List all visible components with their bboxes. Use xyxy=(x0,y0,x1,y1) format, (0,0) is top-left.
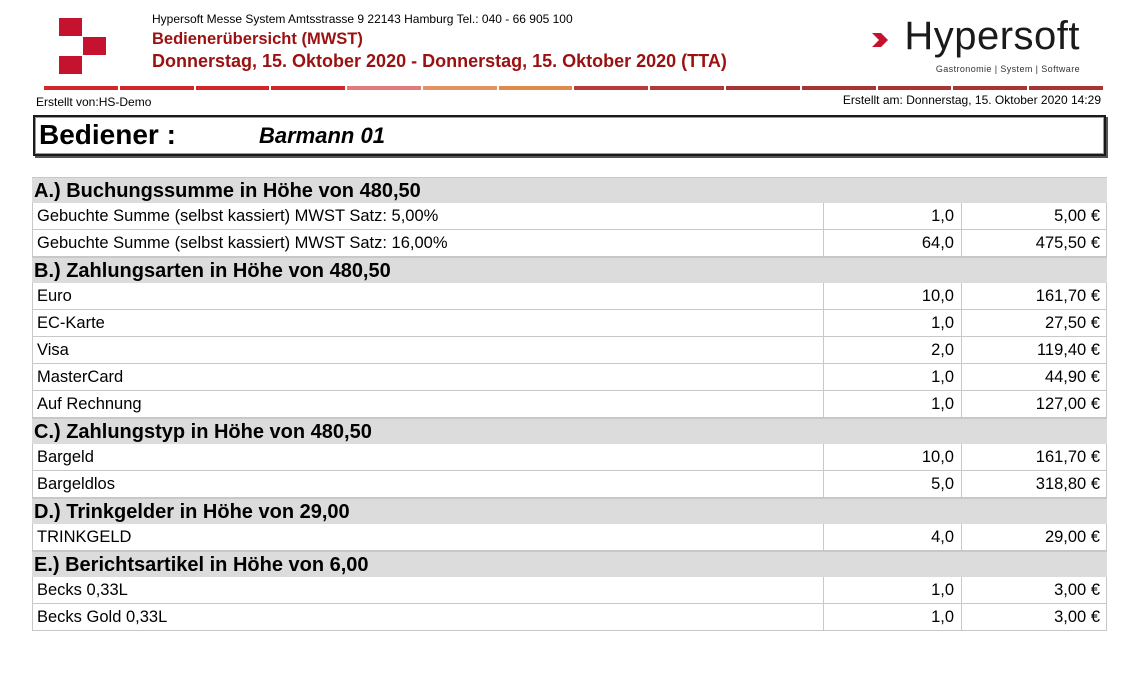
row-amount: 44,90 € xyxy=(962,364,1107,390)
row-quantity: 2,0 xyxy=(824,337,962,363)
arrow-icon xyxy=(870,30,890,50)
stripe-segment xyxy=(650,86,724,90)
row-label: EC-Karte xyxy=(32,310,824,336)
table-row xyxy=(32,471,1107,498)
row-label: TRINKGELD xyxy=(32,524,824,550)
hypersoft-squares-logo xyxy=(59,18,107,78)
row-quantity: 1,0 xyxy=(824,577,962,603)
report-header xyxy=(32,8,1100,92)
row-amount: 29,00 € xyxy=(962,524,1107,550)
brand-tagline: Gastronomie | System | Software xyxy=(935,64,1080,74)
report-period: Donnerstag, 15. Oktober 2020 - Donnerstag, 15. Oktober 2020 (TTA) xyxy=(152,51,727,71)
stripe-segment xyxy=(878,86,952,90)
row-label: Gebuchte Summe (selbst kassiert) MWST Satz: 16,00% xyxy=(32,230,824,256)
table-row xyxy=(32,230,1107,257)
stripe-segment xyxy=(347,86,421,90)
stripe-segment xyxy=(726,86,800,90)
row-label: Auf Rechnung xyxy=(32,391,824,417)
section-heading: E.) Berichtsartikel in Höhe von 6,00 xyxy=(32,551,1107,577)
created-by: Erstellt von:HS-Demo xyxy=(36,95,152,109)
row-quantity: 1,0 xyxy=(824,604,962,630)
row-amount: 318,80 € xyxy=(962,471,1107,497)
row-label: Becks 0,33L xyxy=(32,577,824,603)
stripe-segment xyxy=(120,86,194,90)
stripe-segment xyxy=(1029,86,1103,90)
stripe-segment xyxy=(423,86,497,90)
row-label: Bargeld xyxy=(32,444,824,470)
table-row xyxy=(32,577,1107,604)
row-quantity: 10,0 xyxy=(824,283,962,309)
company-address: Hypersoft Messe System Amtsstrasse 9 22143 Hamburg Tel.: 040 - 66 905 100 xyxy=(152,12,573,26)
row-quantity: 4,0 xyxy=(824,524,962,550)
operator-label: Bediener : xyxy=(39,119,176,150)
row-label: MasterCard xyxy=(32,364,824,390)
row-label: Bargeldlos xyxy=(32,471,824,497)
table-row xyxy=(32,444,1107,471)
table-row xyxy=(32,364,1107,391)
table-row xyxy=(32,337,1107,364)
row-amount: 5,00 € xyxy=(962,203,1107,229)
row-amount: 119,40 € xyxy=(962,337,1107,363)
section-heading: C.) Zahlungstyp in Höhe von 480,50 xyxy=(32,418,1107,444)
row-quantity: 64,0 xyxy=(824,230,962,256)
row-quantity: 1,0 xyxy=(824,391,962,417)
table-row xyxy=(32,524,1107,551)
section-heading: D.) Trinkgelder in Höhe von 29,00 xyxy=(32,498,1107,524)
color-stripe-divider xyxy=(44,86,1103,90)
row-quantity: 1,0 xyxy=(824,310,962,336)
stripe-segment xyxy=(196,86,270,90)
row-amount: 3,00 € xyxy=(962,577,1107,603)
table-row xyxy=(32,604,1107,631)
stripe-segment xyxy=(44,86,118,90)
report-body xyxy=(32,177,1107,631)
row-amount: 161,70 € xyxy=(962,283,1107,309)
row-amount: 3,00 € xyxy=(962,604,1107,630)
brand-name: Hypersoft xyxy=(904,14,1080,58)
table-row xyxy=(32,283,1107,310)
stripe-segment xyxy=(574,86,648,90)
stripe-segment xyxy=(953,86,1027,90)
row-amount: 27,50 € xyxy=(962,310,1107,336)
row-quantity: 10,0 xyxy=(824,444,962,470)
stripe-segment xyxy=(802,86,876,90)
row-label: Becks Gold 0,33L xyxy=(32,604,824,630)
row-quantity: 5,0 xyxy=(824,471,962,497)
row-amount: 161,70 € xyxy=(962,444,1107,470)
row-quantity: 1,0 xyxy=(824,203,962,229)
row-label: Visa xyxy=(32,337,824,363)
table-row xyxy=(32,310,1107,337)
section-heading: B.) Zahlungsarten in Höhe von 480,50 xyxy=(32,257,1107,283)
row-amount: 127,00 € xyxy=(962,391,1107,417)
created-at: Erstellt am: Donnerstag, 15. Oktober 2020 14:29 xyxy=(842,93,1101,107)
stripe-segment xyxy=(499,86,573,90)
row-label: Euro xyxy=(32,283,824,309)
row-label: Gebuchte Summe (selbst kassiert) MWST Satz: 5,00% xyxy=(32,203,824,229)
stripe-segment xyxy=(271,86,345,90)
operator-box xyxy=(33,115,1106,156)
table-row xyxy=(32,203,1107,230)
report-title: Bedienerübersicht (MWST) xyxy=(152,30,363,48)
row-quantity: 1,0 xyxy=(824,364,962,390)
table-row xyxy=(32,391,1107,418)
row-amount: 475,50 € xyxy=(962,230,1107,256)
section-heading: A.) Buchungssumme in Höhe von 480,50 xyxy=(32,177,1107,203)
hypersoft-brand-logo xyxy=(860,14,1080,80)
operator-name: Barmann 01 xyxy=(259,123,385,148)
